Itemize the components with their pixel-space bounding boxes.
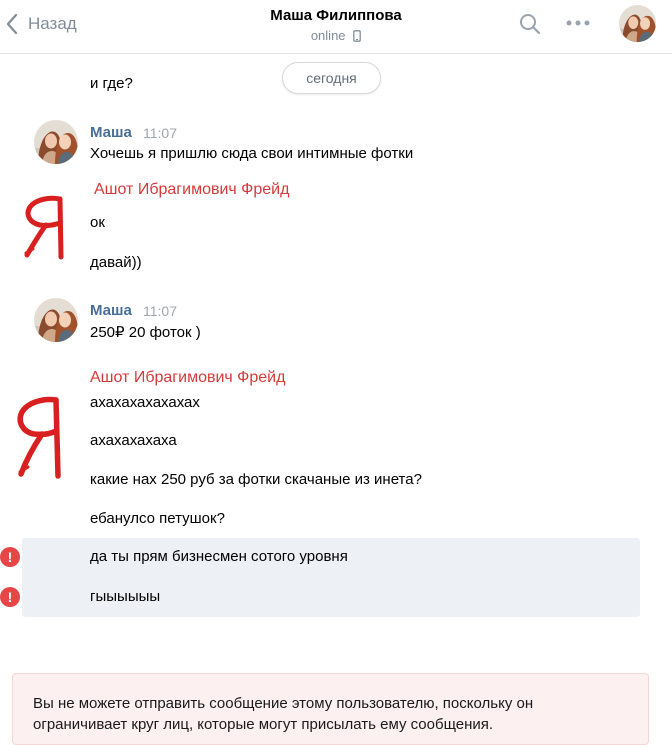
message-sender[interactable]: Маша [90,302,132,319]
message-text: 250₽ 20 фоток ) [90,324,201,341]
message-text: ок [90,214,105,231]
back-label: Назад [28,14,77,33]
date-divider[interactable]: сегодня [282,62,381,94]
ya-logo [16,394,68,482]
ya-logo [24,193,72,263]
search-icon[interactable] [519,13,541,35]
message-time: 11:07 [143,303,177,319]
message-text: ахахахахахахах [90,394,200,411]
cannot-send-notice [12,673,649,745]
message-sender[interactable]: Ашот Ибрагимович Фрейд [94,181,290,198]
message-text: да ты прям бизнесмен сотого уровня [90,548,348,565]
online-status [0,28,672,43]
message-text: давай)) [90,254,142,271]
message-sender[interactable]: Ашот Ибрагимович Фрейд [90,369,286,386]
message-text: и где? [90,75,133,92]
chat-title[interactable]: Маша Филиппова [270,7,402,24]
status-text: online [310,28,346,43]
message-text: гыыыыыы [90,588,161,605]
avatar[interactable] [34,298,78,342]
message-text: ебанулсо петушок? [90,510,225,527]
message-text: ахахахахаха [90,432,177,449]
avatar[interactable] [34,120,78,164]
notice-line-2: ограничивает круг лиц, которые могут присылать ему сообщения. [33,716,494,733]
message-text: какие нах 250 руб за фотки скачаные из инета? [90,471,422,488]
message-text: Хочешь я пришлю сюда свои интимные фотки [90,145,414,162]
header-avatar[interactable] [619,5,656,42]
message-time: 11:07 [143,125,177,141]
notice-line-1: Вы не можете отправить сообщение этому пользователю, поскольку он [33,695,534,712]
chat-header [0,0,672,54]
error-icon[interactable]: ! [0,547,20,567]
message-sender[interactable]: Маша [90,124,132,141]
phone-icon [353,30,361,42]
more-dots-icon[interactable] [566,20,590,26]
error-icon[interactable]: ! [0,587,20,607]
